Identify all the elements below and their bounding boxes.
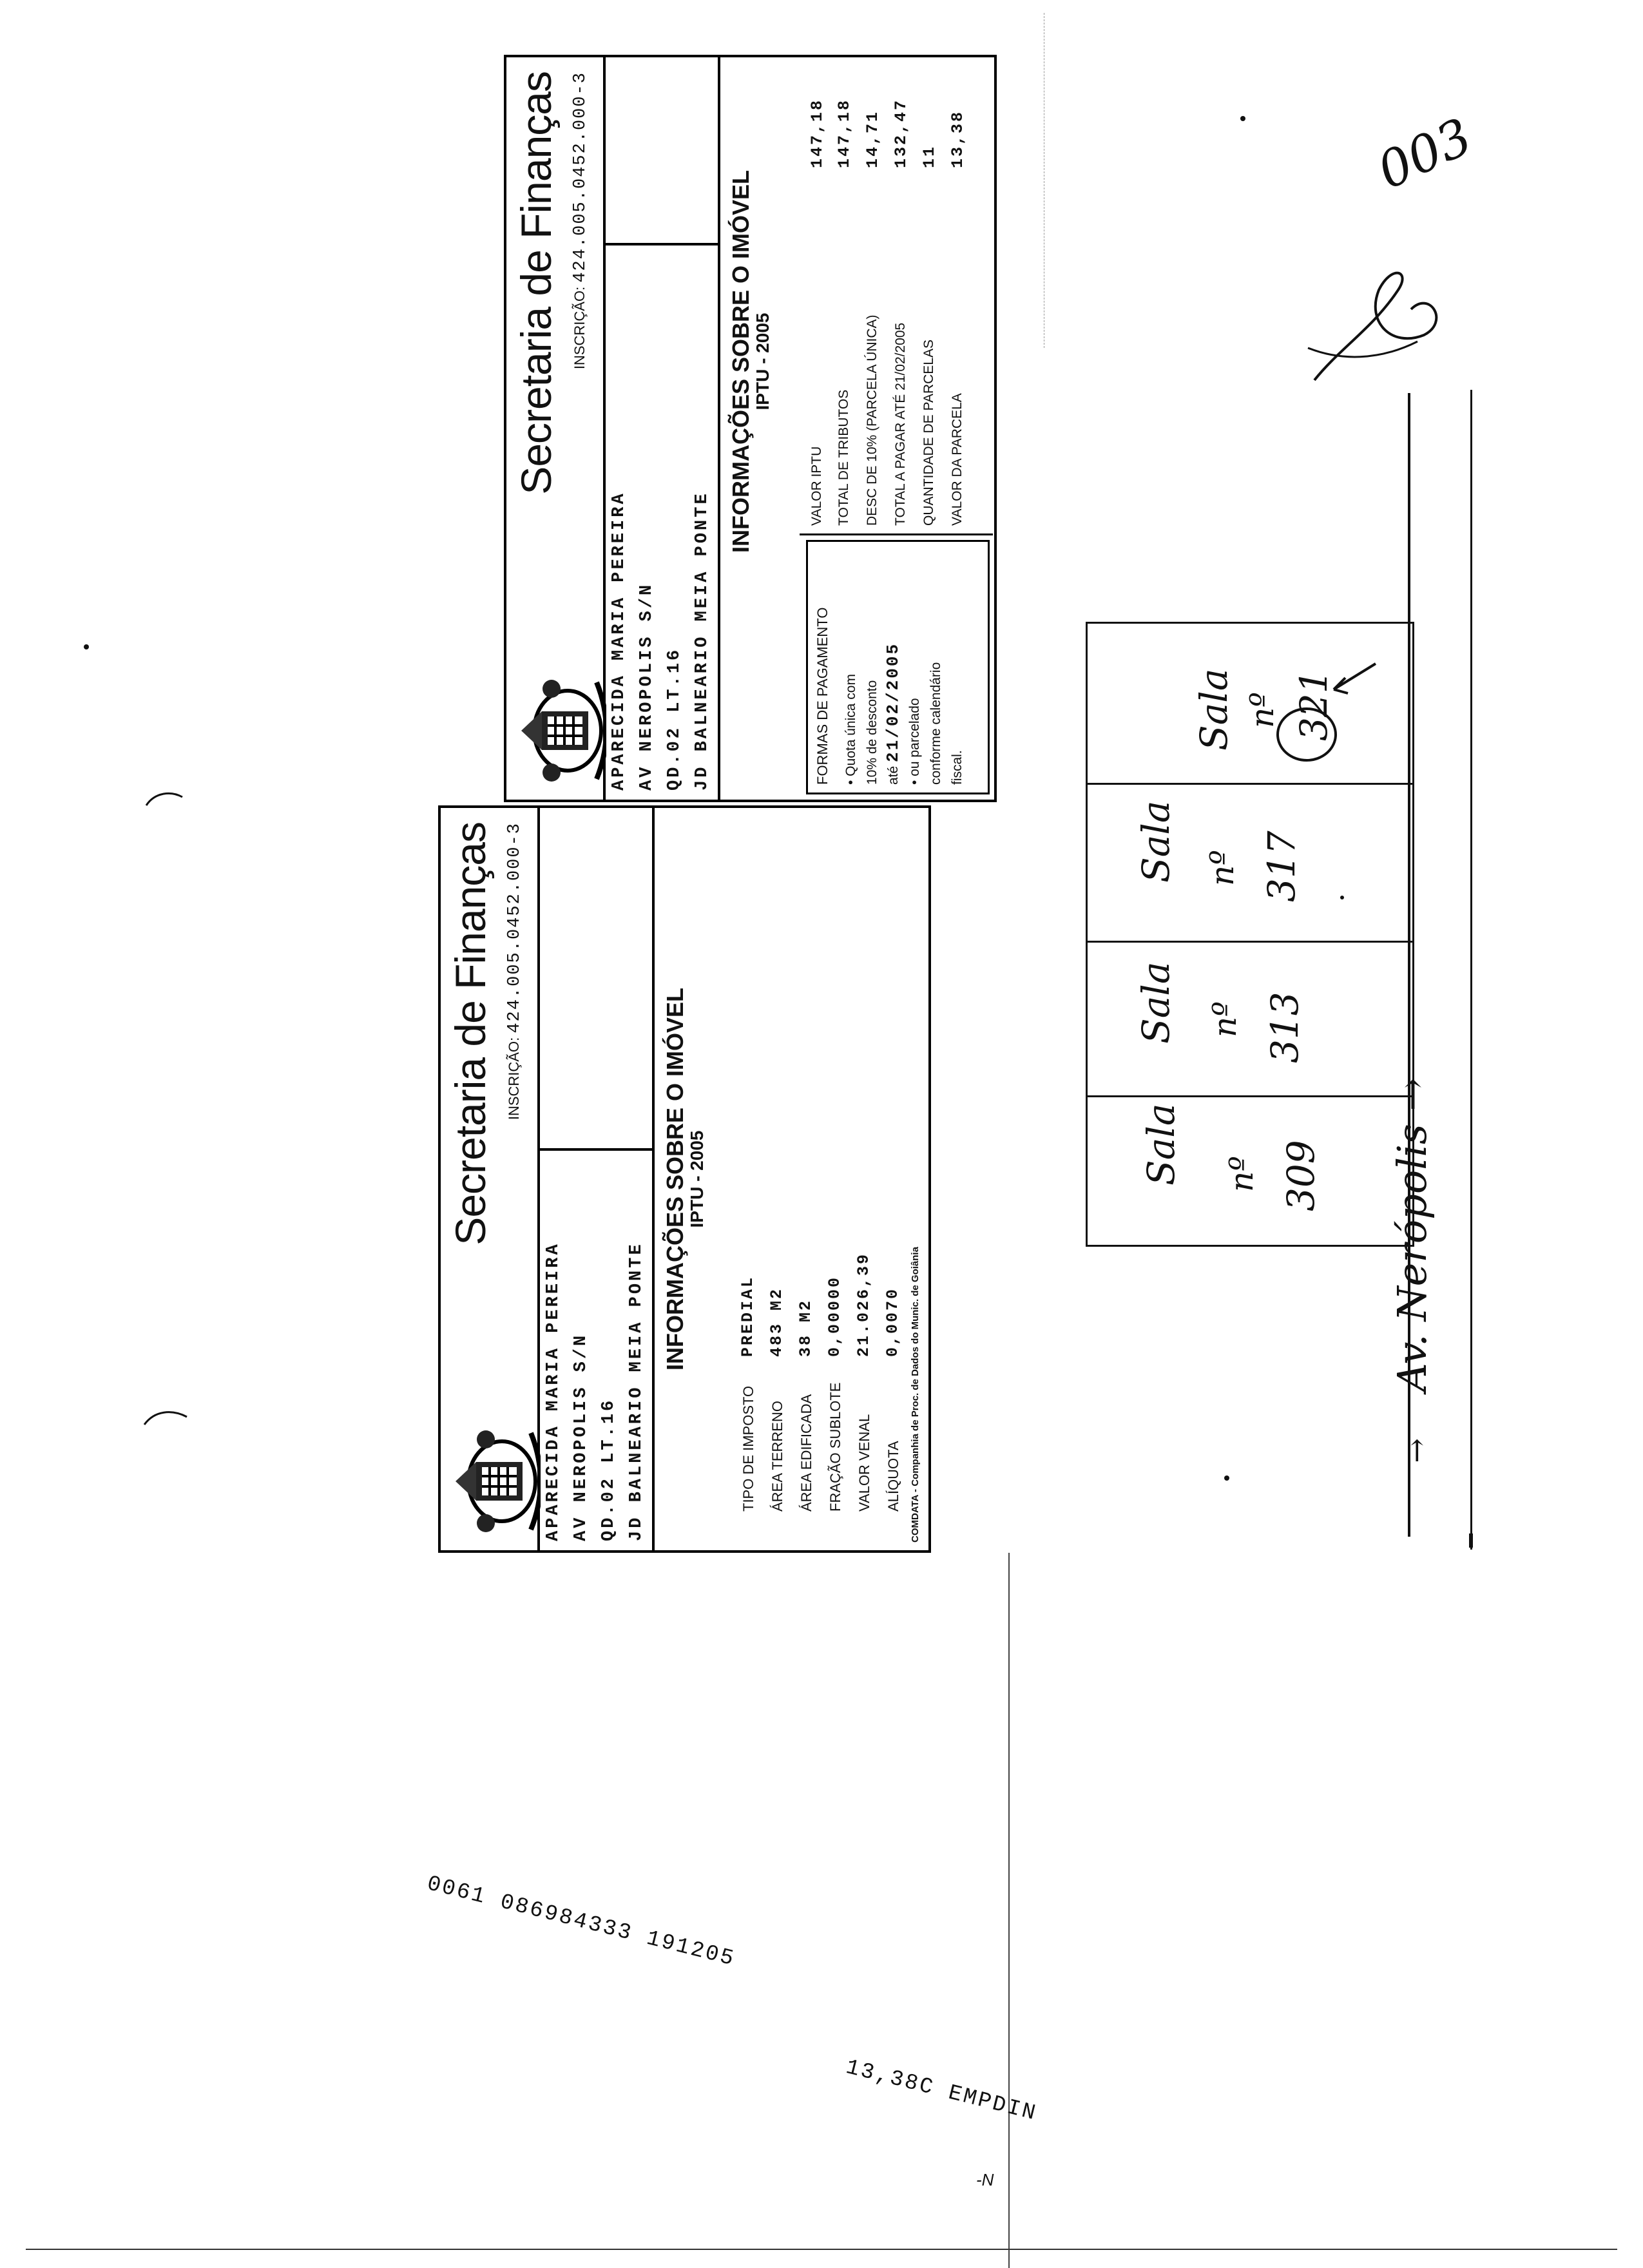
room-label: Sala (1134, 961, 1178, 1044)
street-arrow-mark: ↑ (1405, 1434, 1430, 1468)
payment-line: fiscal. (950, 750, 965, 785)
address-neighborhood: JD BALNEARIO MEIA PONTE (693, 491, 712, 791)
row-label: TOTAL A PAGAR ATÉ 21/02/2005 (893, 322, 908, 526)
payment-line: conforme calendário (928, 662, 943, 785)
address-block-lot: QD.02 LT.16 (599, 1398, 619, 1541)
address-street: AV NEROPOLIS S/N (572, 1332, 591, 1541)
arrow-icon (1263, 619, 1392, 773)
room-no-label: nº (1244, 692, 1281, 728)
row-value: 21.026,39 (854, 1252, 873, 1357)
room-no-label: nº (1206, 1001, 1244, 1037)
payment-line: • ou parcelado (907, 698, 922, 785)
address-neighborhood: JD BALNEARIO MEIA PONTE (627, 1242, 646, 1541)
row-label: QUANTIDADE DE PARCELAS (921, 339, 936, 526)
row-value: 132,47 (892, 98, 910, 168)
iptu-payment-card (504, 55, 997, 802)
punch-hole-mark (143, 1408, 188, 1427)
room-number: 321 (1292, 669, 1336, 741)
payment-title: FORMAS DE PAGAMENTO (814, 607, 831, 785)
row-value: 147,18 (835, 98, 854, 168)
stray-mark (1340, 896, 1344, 899)
stray-mark (84, 644, 89, 649)
row-label: ÁREA EDIFICADA (798, 1394, 814, 1512)
row-value: 0,0070 (883, 1287, 902, 1357)
room-label: Sala (1139, 1103, 1183, 1186)
info-subtitle: IPTU - 2005 (753, 312, 773, 410)
bank-authentication-line: 0061 086984333 191205 (424, 1872, 738, 1972)
payment-line: 10% de desconto (865, 680, 879, 785)
info-title: INFORMAÇÕES SOBRE O IMÓVEL (727, 169, 754, 553)
address-street: AV NEROPOLIS S/N (637, 582, 657, 791)
page-title: Secretaria de Finanças (512, 72, 560, 495)
info-subtitle: IPTU - 2005 (687, 1130, 707, 1228)
payment-options-box (806, 540, 990, 794)
street-tick (1469, 1533, 1473, 1548)
divider (800, 533, 993, 535)
signature-icon (1302, 251, 1469, 419)
goiania-coat-of-arms-icon (513, 676, 606, 785)
row-value: 0,00000 (825, 1275, 844, 1357)
inscricao: INSCRIÇÃO: 424.005.0452.000-3 (505, 822, 524, 1120)
row-label: DESC DE 10% (PARCELA ÚNICA) (865, 314, 879, 526)
owner-name: APARECIDA MARIA PEREIRA (544, 1242, 563, 1541)
iptu-property-info-card (438, 805, 931, 1553)
page-number: 003 (1369, 108, 1481, 201)
scan-edge-line (1008, 1553, 1010, 2268)
inscricao: INSCRIÇÃO: 424.005.0452.000-3 (571, 72, 590, 370)
owner-address-block (603, 57, 720, 800)
row-label: TOTAL DE TRIBUTOS (836, 389, 851, 526)
row-value: 13,38 (948, 110, 967, 168)
goiania-coat-of-arms-icon (447, 1427, 541, 1536)
corner-mark: -N (976, 2170, 994, 2189)
payment-line: até 21/02/2005 (883, 642, 903, 785)
room-label: Sala (1134, 800, 1178, 883)
stray-mark (1224, 1475, 1229, 1481)
divider (606, 243, 718, 245)
divider (540, 1148, 652, 1151)
row-label: VALOR IPTU (809, 446, 824, 526)
room-number: 313 (1263, 992, 1307, 1063)
address-block-lot: QD.02 LT.16 (665, 647, 684, 791)
row-label: VALOR DA PARCELA (950, 393, 965, 526)
room-number: 309 (1279, 1140, 1323, 1211)
payment-line: • Quota única com (843, 674, 858, 785)
room-label: Sala (1192, 668, 1236, 751)
row-value: 483 M2 (767, 1287, 786, 1357)
street-name: Av. Nerópolis → (1388, 1077, 1436, 1392)
row-value: 11 (920, 144, 939, 168)
row-label: FRAÇÃO SUBLOTE (827, 1382, 843, 1512)
room-number: 317 (1260, 831, 1303, 902)
card-header (441, 808, 537, 1550)
owner-name: APARECIDA MARIA PEREIRA (610, 491, 629, 791)
punch-hole-mark (145, 789, 184, 809)
page-bottom-edge (26, 2249, 1617, 2250)
room-no-label: nº (1223, 1156, 1260, 1192)
row-value: 14,71 (863, 110, 882, 168)
comdata-footer: COMDATA - Companhia de Proc. de Dados do Munic. de Goiânia (910, 1247, 921, 1542)
room-no-label: nº (1204, 850, 1241, 886)
row-label: TIPO DE IMPOSTO (740, 1385, 756, 1512)
row-label: ALÍQUOTA (885, 1441, 901, 1512)
owner-address-block (537, 808, 655, 1550)
bank-amount-line: 13,38C EMPDIN (843, 2055, 1040, 2127)
row-value: 38 M2 (796, 1298, 815, 1357)
row-label: ÁREA TERRENO (769, 1401, 785, 1512)
row-label: VALOR VENAL (856, 1414, 872, 1512)
page-title: Secretaria de Finanças (447, 822, 494, 1245)
stray-mark (1240, 116, 1245, 121)
info-title: INFORMAÇÕES SOBRE O IMÓVEL (662, 987, 688, 1371)
row-value: PREDIAL (738, 1275, 757, 1357)
row-value: 147,18 (808, 98, 827, 168)
card-header (506, 57, 603, 800)
street-line (1470, 390, 1472, 1550)
